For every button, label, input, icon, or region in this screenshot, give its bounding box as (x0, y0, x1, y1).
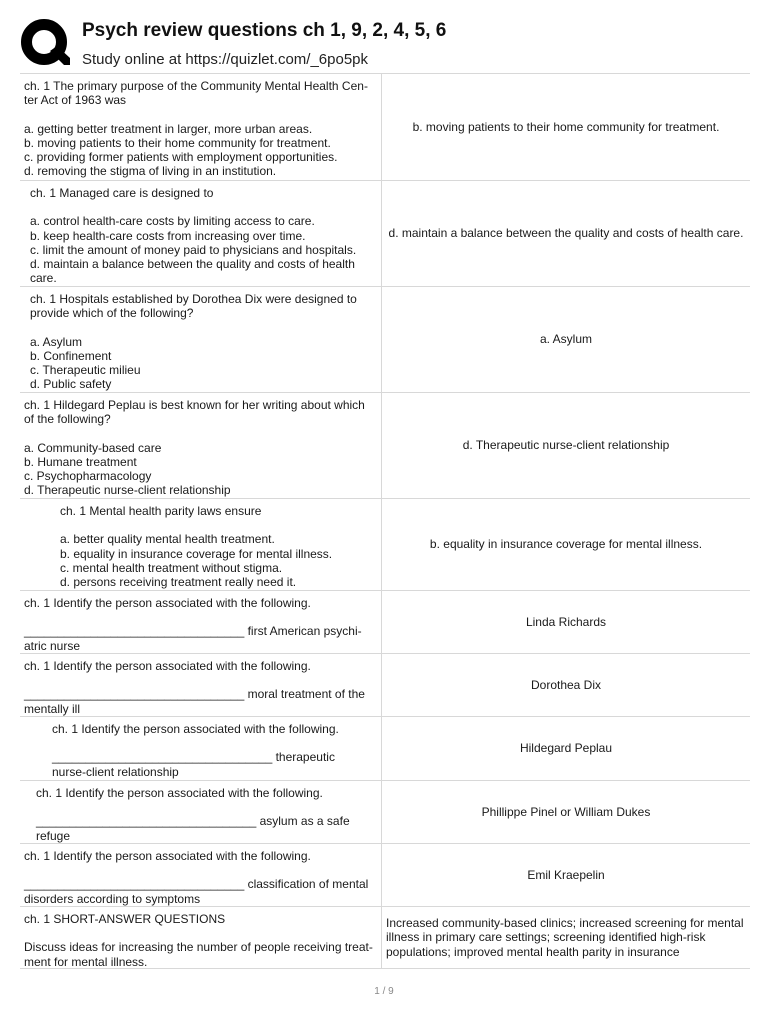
flashcard-row (20, 286, 750, 392)
question-line: disorders according to symptoms (24, 891, 201, 906)
question-line (52, 736, 377, 750)
question-line: c. Therapeutic milieu (30, 363, 141, 377)
answer-cell: Phillippe Pinel or William Dukes (481, 804, 651, 819)
question-line (60, 518, 377, 532)
question-line (24, 107, 377, 121)
question-line: ch. 1 Identify the person associated with the following. (24, 659, 311, 673)
study-online-link[interactable]: Study online at https://quizlet.com/_6po5pk (82, 51, 369, 68)
question-line: mentally ill (24, 701, 81, 716)
question-line: d. Public safety (30, 377, 112, 392)
page-indicator: 1 / 9 (374, 986, 394, 997)
question-line: c. mental health treatment without stigma. (60, 560, 283, 575)
page-title: Psych review questions ch 1, 9, 2, 4, 5, 6 (82, 20, 447, 41)
flashcard-row (20, 843, 750, 906)
question-line: a. control health-care costs by limiting access to care. (30, 214, 315, 229)
question-line (24, 673, 377, 687)
question-line: ter Act of 1963 was (24, 93, 127, 108)
question-line: b. keep health-care costs from increasing over time. (30, 228, 306, 243)
question-line: ch. 1 Identify the person associated with the following. (24, 849, 311, 863)
question-line: _________________________________ moral treatment of the (24, 687, 365, 702)
question-line: b. equality in insurance coverage for mental illness. (60, 546, 333, 561)
answer-cell: b. equality in insurance coverage for mental illness. (429, 537, 703, 552)
question-cell (20, 907, 382, 968)
question-cell (20, 393, 382, 498)
question-line (36, 800, 377, 814)
question-cell (20, 181, 382, 286)
question-cell (20, 781, 382, 843)
question-line (30, 200, 377, 214)
question-line: ment for mental illness. (24, 954, 148, 969)
answer-cell: Increased community-based clinics; increased screening for mental illness in primary care settings; screening identified high-risk populations; improved mental health parity in insurance (386, 916, 744, 959)
question-line: a. Asylum (30, 334, 83, 349)
flashcard-row (20, 392, 750, 498)
question-cell (20, 654, 382, 716)
question-line (24, 863, 377, 877)
question-line: _________________________________ first American psychi- (24, 624, 362, 639)
question-line: ch. 1 Hildegard Peplau is best known for her writing about which (24, 398, 365, 412)
question-line: c. Psychopharmacology (24, 469, 152, 483)
question-line: care. (30, 271, 57, 286)
answer-cell: Dorothea Dix (530, 677, 602, 692)
question-line: a. Community-based care (24, 440, 162, 455)
question-line (30, 320, 377, 334)
question-line: Discuss ideas for increasing the number of people receiving treat- (24, 940, 373, 955)
question-line: d. persons receiving treatment really need it. (60, 575, 297, 589)
flashcard-row (20, 716, 750, 780)
question-cell (20, 499, 382, 590)
question-line: b. Humane treatment (24, 454, 137, 469)
question-line: ch. 1 Identify the person associated with the following. (24, 596, 311, 610)
answer-cell: Hildegard Peplau (519, 741, 613, 756)
question-cell (20, 717, 382, 780)
question-line: d. removing the stigma of living in an institution. (24, 164, 277, 179)
question-line: _________________________________ therapeutic (52, 750, 335, 765)
quizlet-logo-icon (20, 18, 70, 68)
question-cell (20, 287, 382, 392)
question-cell (20, 591, 382, 653)
question-line: b. moving patients to their home community for treatment. (24, 135, 331, 150)
answer-cell: Linda Richards (525, 614, 607, 629)
question-line: c. providing former patients with employment opportunities. (24, 150, 338, 164)
answer-cell: Emil Kraepelin (527, 867, 605, 882)
question-line: refuge (36, 828, 71, 843)
question-line: ch. 1 Mental health parity laws ensure (60, 504, 262, 518)
flashcard-row (20, 498, 750, 590)
flashcard-row (20, 590, 750, 653)
question-line: ch. 1 Managed care is designed to (30, 186, 214, 200)
question-line: atric nurse (24, 638, 81, 653)
answer-cell: d. Therapeutic nurse-client relationship (462, 438, 670, 453)
flashcard-row (20, 653, 750, 716)
question-line: ch. 1 The primary purpose of the Community Mental Health Cen- (24, 79, 368, 93)
flashcard-table (20, 73, 750, 969)
question-line: a. better quality mental health treatment. (60, 532, 275, 547)
question-line (24, 926, 377, 940)
answer-cell: a. Asylum (539, 332, 593, 347)
flashcard-row (20, 73, 750, 180)
question-line: c. limit the amount of money paid to physicians and hospitals. (30, 242, 357, 257)
question-line: d. Therapeutic nurse-client relationship (24, 483, 231, 498)
question-cell (20, 74, 382, 180)
question-line: b. Confinement (30, 348, 112, 363)
question-line (24, 610, 377, 624)
answer-cell: d. maintain a balance between the quality and costs of health care. (388, 226, 744, 241)
document-header (20, 16, 748, 72)
flashcard-row (20, 780, 750, 843)
question-line: ch. 1 Identify the person associated with the following. (36, 786, 323, 800)
question-line: ch. 1 Hospitals established by Dorothea Dix were designed to (30, 292, 357, 306)
question-line: d. maintain a balance between the quality and costs of health (30, 257, 355, 271)
question-line: _________________________________ classification of mental (24, 877, 369, 892)
flashcard-row (20, 906, 750, 969)
question-line: ch. 1 SHORT-ANSWER QUESTIONS (24, 912, 226, 926)
question-line (24, 426, 377, 440)
question-line: nurse-client relationship (52, 764, 179, 779)
question-line: ch. 1 Identify the person associated with the following. (52, 722, 339, 736)
question-line: provide which of the following? (30, 306, 194, 321)
question-line: of the following? (24, 412, 111, 427)
flashcard-row (20, 180, 750, 286)
answer-cell: b. moving patients to their home community for treatment. (412, 119, 720, 134)
question-cell (20, 844, 382, 906)
question-line: a. getting better treatment in larger, more urban areas. (24, 121, 313, 136)
question-line: _________________________________ asylum as a safe (36, 814, 350, 829)
